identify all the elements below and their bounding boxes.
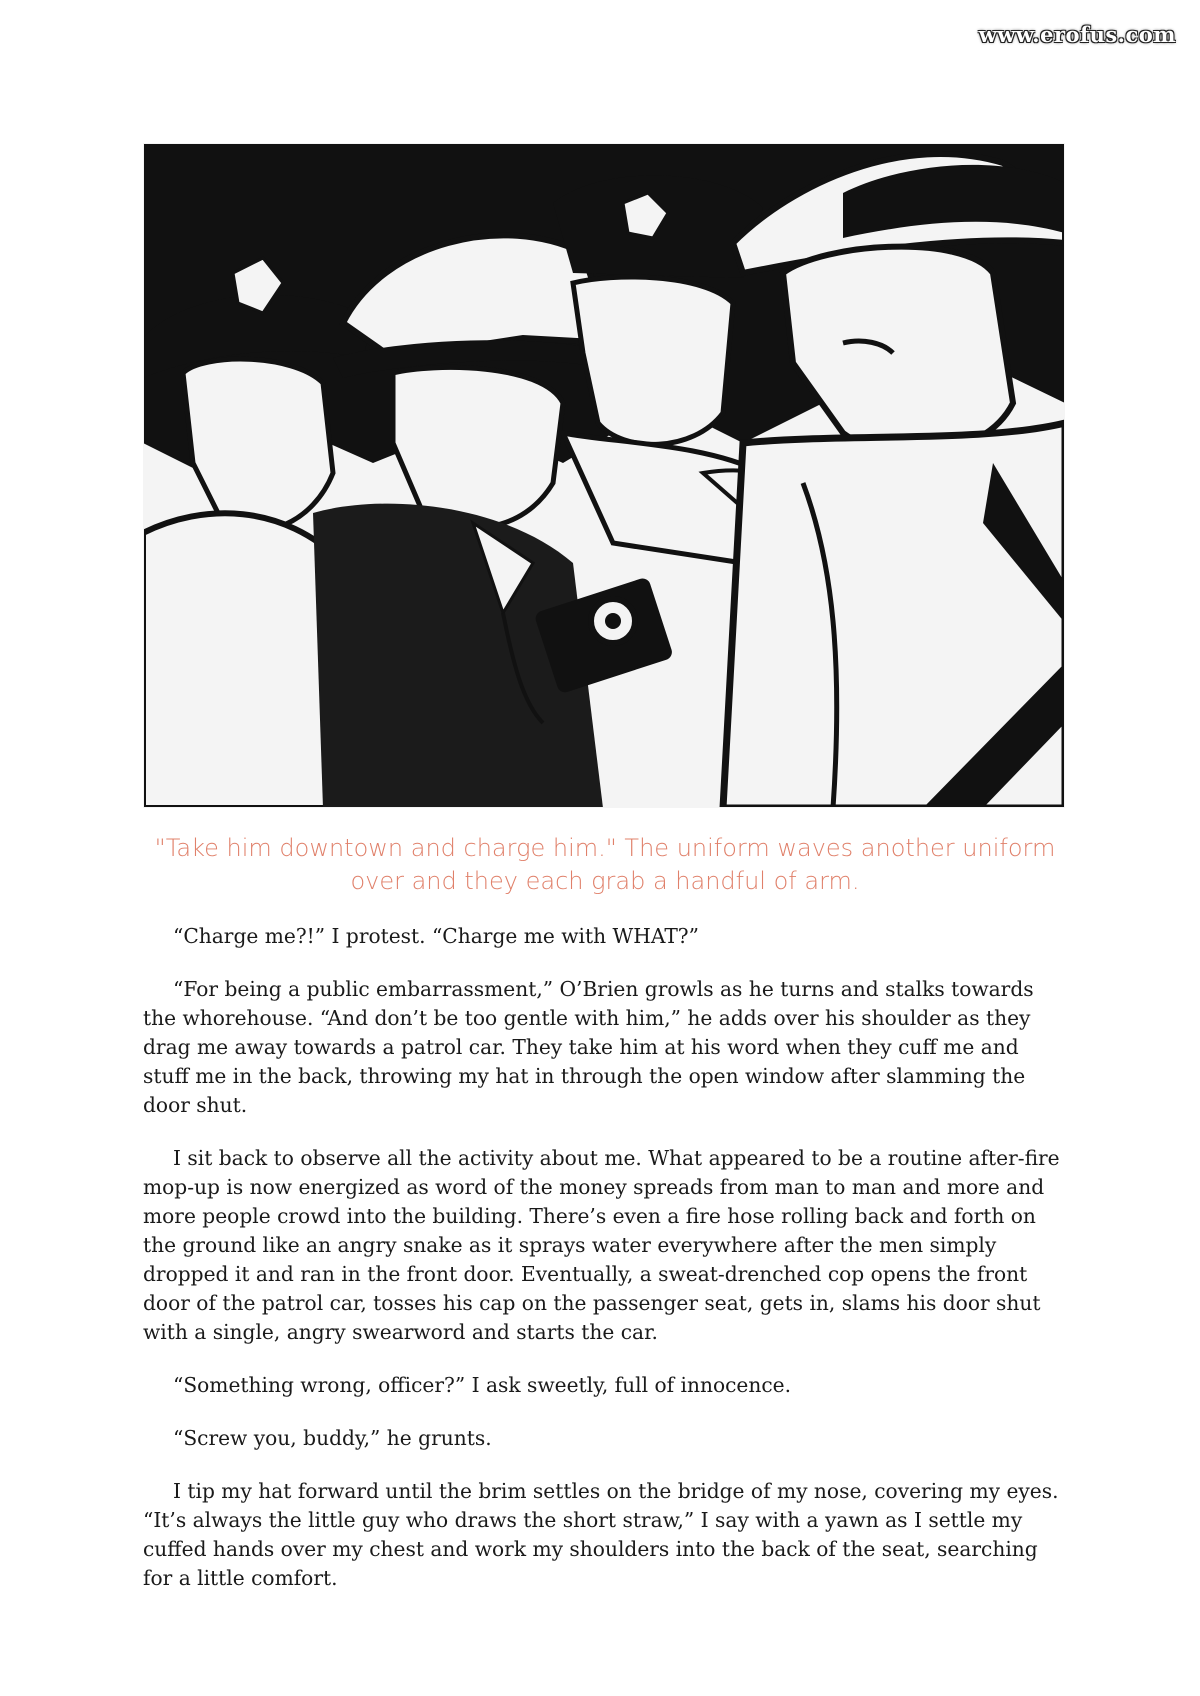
paragraph: I sit back to observe all the activity about me. What appeared to be a routine after-fire mop-up is now energized as word of the money spreads from man to man and more and more people crowd into the building. There’s even a fire hose rolling back and forth on the ground like an angry snake as it sprays water everywhere after the men simply dropped it and ran in the front door. Eventually, a sweat-drenched cop opens the front door of the patrol car, tosses his cap on the passenger seat, gets in, slams his door shut with a single, angry swearword and starts the car. — [143, 1146, 1060, 1344]
paragraph: “Something wrong, officer?” I ask sweetly, full of innocence. — [173, 1373, 792, 1397]
noir-comic-panel-icon — [143, 143, 1065, 808]
paragraph: “Screw you, buddy,” he grunts. — [173, 1426, 492, 1450]
comic-illustration — [143, 143, 1065, 808]
caption-line-1: "Take him downtown and charge him." The uniform waves another uniform — [154, 834, 1056, 862]
paragraph: “Charge me?!” I protest. “Charge me with WHAT?” — [173, 924, 699, 948]
caption-line-2: over and they each grab a handful of arm. — [350, 867, 860, 895]
paragraph: “For being a public embarrassment,” O’Brien growls as he turns and stalks towards the whorehouse. “And don’t be too gentle with him,” he adds over his shoulder as they drag me away towards a patrol car. They take him at his word when they cuff me and stuff me in the back, throwing my hat in through the open window after slamming the door shut. — [143, 977, 1034, 1117]
paragraph: I tip my hat forward until the brim settles on the bridge of my nose, covering my eyes. “It’s always the little guy who draws the short straw,” I say with a yawn as I settle my cuffed hands over my chest and work my shoulders into the back of the seat, searching for a little comfort. — [143, 1479, 1059, 1590]
site-watermark: www.erofus.com — [978, 22, 1176, 47]
image-caption — [140, 832, 1070, 898]
story-text — [143, 922, 1068, 1617]
